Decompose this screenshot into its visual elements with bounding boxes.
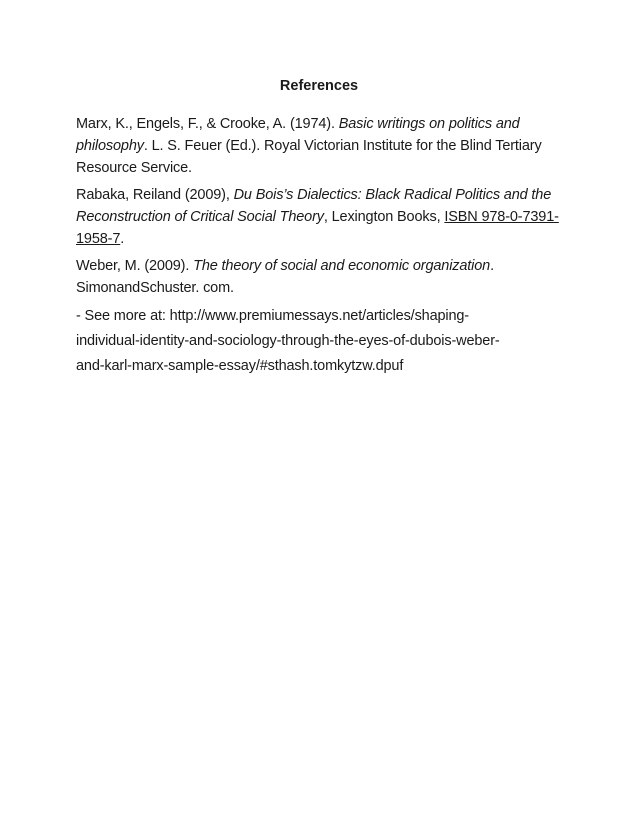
- reference-entry-weber: [76, 255, 564, 299]
- isbn-link[interactable]: ISBN 978-0-7391-1958-7: [76, 209, 559, 247]
- source-note: [76, 304, 564, 379]
- source-note-line: - See more at: http://www.premiumessays.net/articles/shaping-: [76, 308, 469, 324]
- reference-work-title: Basic writings on politics and philosophy: [76, 116, 524, 154]
- reference-work-title: The theory of social and economic organization: [193, 258, 491, 274]
- reference-publication-details: , Lexington Books,: [323, 209, 445, 225]
- reference-publication-details: . L. S. Feuer (Ed.). Royal Victorian Institute for the Blind Tertiary Resource Service.: [76, 138, 546, 176]
- reference-work-title: Du Bois’s Dialectics: Black Radical Politics and the Reconstruction of Critical Social Theory: [76, 187, 556, 225]
- source-note-line: individual-identity-and-sociology-through-the-eyes-of-dubois-weber-: [76, 333, 500, 349]
- reference-authors: Rabaka, Reiland (2009),: [76, 187, 234, 203]
- page-title: References: [279, 78, 359, 94]
- source-note-line: and-karl-marx-sample-essay/#sthash.tomkytzw.dpuf: [76, 358, 404, 374]
- reference-entry-marx: [76, 113, 564, 179]
- reference-end-punctuation: .: [120, 231, 125, 247]
- reference-list: [76, 113, 564, 379]
- reference-authors: Weber, M. (2009).: [76, 258, 194, 274]
- reference-entry-rabaka: [76, 184, 564, 250]
- reference-publication-details: . SimonandSchuster. com.: [76, 258, 498, 296]
- reference-authors: Marx, K., Engels, F., & Crooke, A. (1974).: [76, 116, 339, 132]
